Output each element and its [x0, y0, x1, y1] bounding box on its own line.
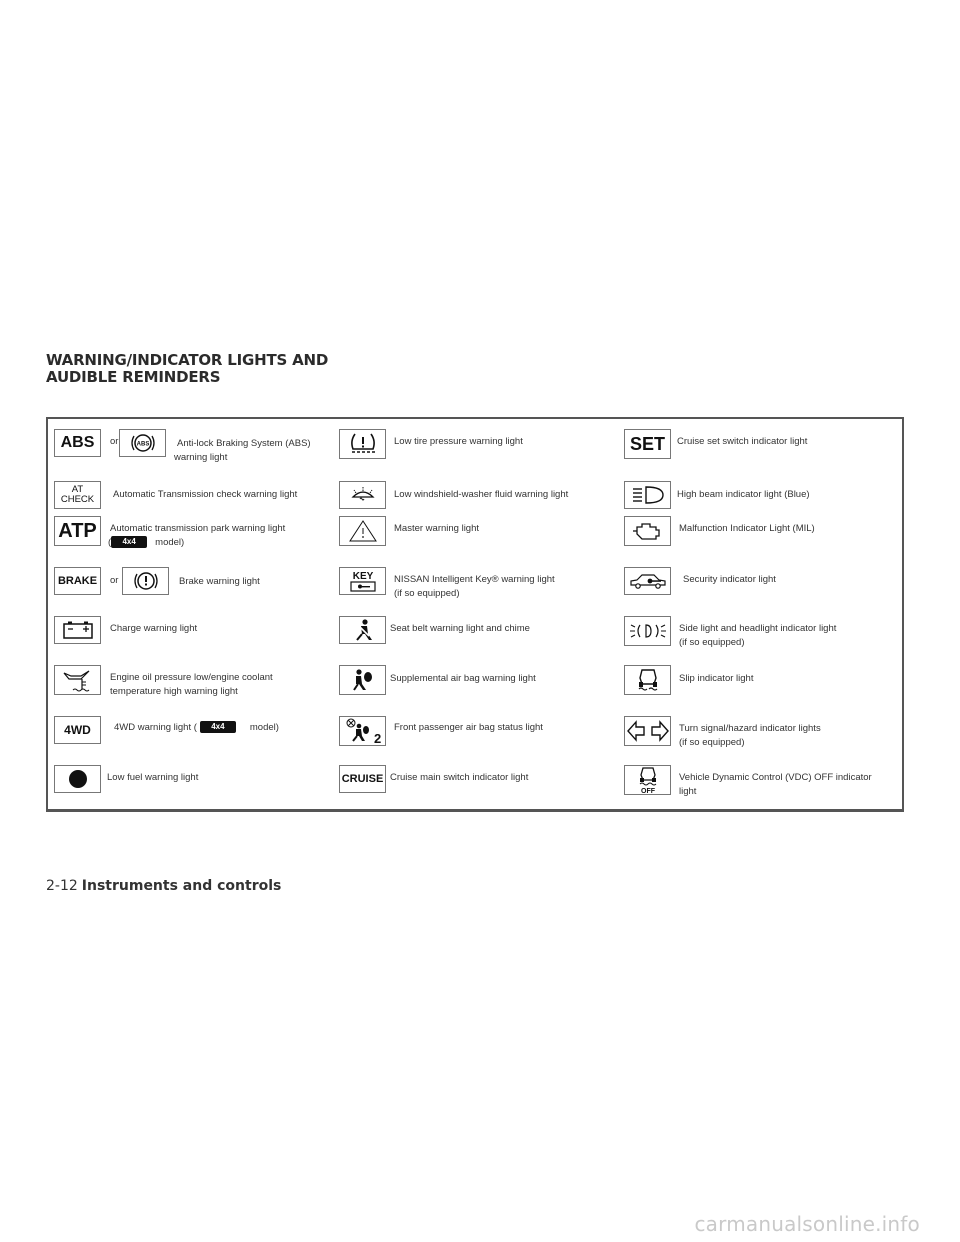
- set-label: Cruise set switch indicator light: [677, 436, 808, 447]
- section-heading: [46, 352, 328, 386]
- oil-coolant-icon: [54, 665, 101, 695]
- set-icon: SET: [624, 429, 671, 459]
- oil-label: Engine oil pressure low/engine coolant temperature high warning light: [110, 672, 273, 697]
- heading-line-2: AUDIBLE REMINDERS: [46, 368, 221, 386]
- 4x4-badge: 4x4: [111, 536, 147, 548]
- turn-signal-label: Turn signal/hazard indicator lights (if so equipped): [679, 723, 821, 748]
- svg-text:2: 2: [373, 731, 381, 745]
- page-number: 2-12: [46, 878, 78, 894]
- cruise-label: Cruise main switch indicator light: [390, 772, 529, 783]
- svg-text:ABS: ABS: [136, 441, 149, 448]
- tire-pressure-label: Low tire pressure warning light: [394, 436, 523, 447]
- slip-icon: [624, 665, 671, 695]
- atp-icon: ATP: [54, 516, 101, 546]
- turn-signal-icon: [624, 716, 671, 746]
- vdc-off-label: Vehicle Dynamic Control (VDC) OFF indicator light: [679, 772, 872, 797]
- charge-label: Charge warning light: [110, 623, 198, 634]
- cruise-icon: CRUISE: [339, 765, 386, 793]
- abs-icon: ABS: [54, 429, 101, 457]
- page-footer: [46, 877, 281, 894]
- passenger-airbag-icon: [339, 716, 386, 746]
- abs-circle-icon: [119, 429, 166, 457]
- high-beam-label: High beam indicator light (Blue): [677, 489, 810, 500]
- at-check-icon: AT CHECK: [54, 481, 101, 509]
- side-light-icon: [624, 616, 671, 646]
- master-warning-label: Master warning light: [394, 523, 480, 534]
- washer-fluid-icon: [339, 481, 386, 509]
- tire-pressure-icon: [339, 429, 386, 459]
- svg-text:KEY: KEY: [352, 571, 373, 582]
- brake-circle-icon: [122, 567, 169, 595]
- svg-text:OFF: OFF: [640, 788, 655, 794]
- brake-text-icon: BRAKE: [54, 567, 101, 595]
- seat-belt-icon: [339, 616, 386, 644]
- high-beam-icon: [624, 481, 671, 509]
- brake-label: Brake warning light: [179, 576, 260, 587]
- master-warning-icon: [339, 516, 386, 546]
- section-title: Instruments and controls: [81, 878, 282, 894]
- battery-icon: [54, 616, 101, 644]
- security-label: Security indicator light: [683, 574, 776, 585]
- security-car-key-icon: [624, 567, 671, 595]
- watermark: carmanualsonline.info: [694, 1212, 920, 1236]
- seat-belt-label: Seat belt warning light and chime: [390, 623, 530, 634]
- mil-label: Malfunction Indicator Light (MIL): [679, 523, 815, 534]
- 4x4-badge: 4x4: [200, 721, 236, 733]
- slip-label: Slip indicator light: [679, 673, 754, 684]
- atp-label: Automatic transmission park warning light ( 4x4 model): [108, 523, 286, 548]
- or-text: or: [110, 575, 119, 586]
- side-light-label: Side light and headlight indicator light (if so equipped): [679, 623, 837, 648]
- fuel-icon: [54, 765, 101, 793]
- 4wd-label: 4WD warning light ( 4x4 model): [114, 722, 279, 733]
- fuel-label: Low fuel warning light: [107, 772, 199, 783]
- 4wd-icon: 4WD: [54, 716, 101, 744]
- passenger-airbag-label: Front passenger air bag status light: [394, 722, 543, 733]
- heading-line-1: WARNING/INDICATOR LIGHTS AND: [46, 351, 329, 369]
- indicator-lights-panel: [46, 417, 904, 812]
- key-label: NISSAN Intelligent Key® warning light (if so equipped): [394, 574, 555, 599]
- engine-icon: [624, 516, 671, 546]
- key-icon: [339, 567, 386, 595]
- abs-label: Anti-lock Braking System (ABS) warning light: [174, 438, 311, 463]
- washer-fluid-label: Low windshield-washer fluid warning light: [394, 489, 569, 500]
- airbag-icon: [339, 665, 386, 695]
- airbag-label: Supplemental air bag warning light: [390, 673, 536, 684]
- or-text: or: [110, 436, 119, 447]
- at-check-label: Automatic Transmission check warning light: [113, 489, 298, 500]
- vdc-off-icon: [624, 765, 671, 795]
